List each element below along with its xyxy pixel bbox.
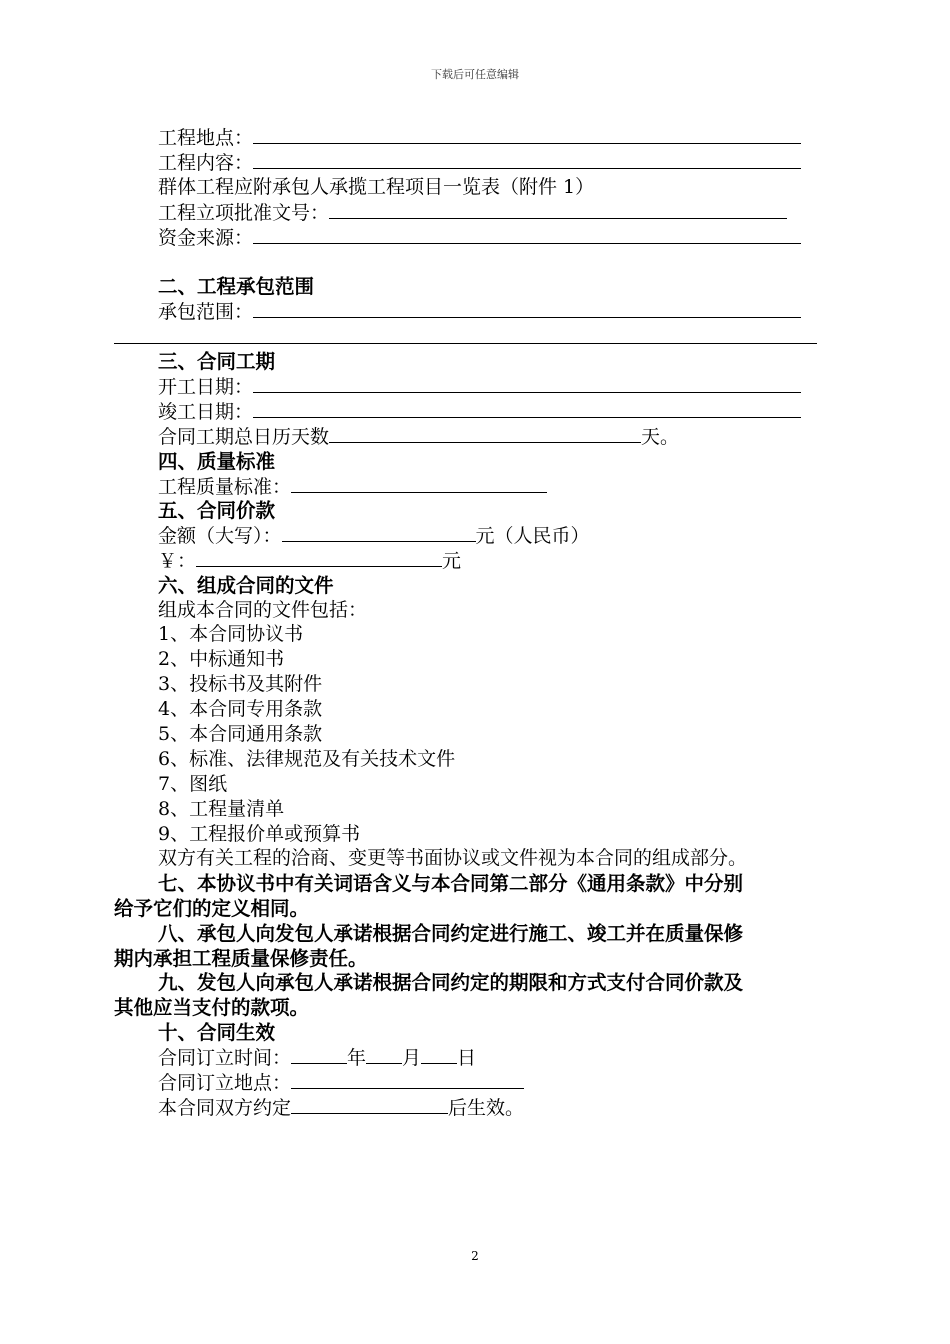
content-blank[interactable] [253, 150, 801, 169]
day-blank[interactable] [421, 1045, 457, 1064]
documents-intro: 组成本合同的文件包括： [158, 599, 368, 621]
scope-blank[interactable] [253, 299, 801, 318]
effective-label: 本合同双方约定 [158, 1097, 292, 1119]
month-blank[interactable] [366, 1045, 402, 1064]
start-date-label: 开工日期： [158, 376, 254, 398]
signing-time-label: 合同订立时间： [158, 1047, 292, 1069]
scope-line [158, 299, 801, 324]
yen-suffix: 元 [442, 550, 462, 572]
amount-suffix: 元（人民币） [475, 525, 590, 547]
yen-label: ￥： [158, 550, 197, 572]
effective-blank[interactable] [291, 1095, 448, 1114]
list-item: 4、本合同专用条款 [158, 698, 323, 720]
section9-line1: 九、发包人向承包人承诺根据合同约定的期限和方式支付合同价款及 [158, 971, 744, 994]
year-label: 年 [347, 1047, 367, 1069]
finish-date-blank[interactable] [253, 399, 801, 418]
start-date-blank[interactable] [253, 374, 801, 393]
approval-label: 工程立项批准文号： [158, 202, 330, 224]
day-label: 日 [457, 1047, 477, 1069]
funding-blank[interactable] [253, 225, 801, 244]
list-item: 9、工程报价单或预算书 [158, 823, 361, 845]
section8-line2: 期内承担工程质量保修责任。 [114, 947, 368, 970]
content-label: 工程内容： [158, 152, 254, 174]
signing-place-line [158, 1070, 524, 1095]
yen-blank[interactable] [196, 548, 442, 567]
funding-label: 资金来源： [158, 227, 254, 249]
section3-title: 三、合同工期 [158, 350, 276, 373]
duration-label: 合同工期总日历天数 [158, 426, 330, 448]
month-label: 月 [402, 1047, 422, 1069]
location-label: 工程地点： [158, 127, 254, 149]
quality-label: 工程质量标准： [158, 476, 292, 498]
section7-line1: 七、本协议书中有关词语含义与本合同第二部分《通用条款》中分别 [158, 872, 744, 895]
amount-line [158, 523, 590, 548]
section9-line2: 其他应当支付的款项。 [114, 996, 310, 1019]
duration-line [158, 424, 679, 449]
section2-title: 二、工程承包范围 [158, 275, 315, 298]
section6-title: 六、组成合同的文件 [158, 574, 334, 597]
start-date-line [158, 374, 801, 399]
content-line [158, 150, 801, 175]
year-blank[interactable] [291, 1045, 347, 1064]
location-blank[interactable] [253, 125, 801, 144]
effective-suffix: 后生效。 [448, 1097, 525, 1119]
documents-closing: 双方有关工程的洽商、变更等书面协议或文件视为本合同的组成部分。 [158, 847, 748, 869]
list-item: 6、标准、法律规范及有关技术文件 [158, 748, 456, 770]
finish-date-label: 竣工日期： [158, 401, 254, 423]
signing-time-line [158, 1045, 476, 1070]
effective-line [158, 1095, 524, 1120]
list-item: 5、本合同通用条款 [158, 723, 323, 745]
section7-line2: 给予它们的定义相同。 [114, 897, 310, 920]
page-number: 2 [471, 1249, 479, 1263]
amount-label: 金额（大写）： [158, 525, 282, 547]
scope-continuation-rule[interactable] [114, 343, 817, 344]
finish-date-line [158, 399, 801, 424]
approval-line [158, 200, 787, 225]
quality-blank[interactable] [291, 474, 547, 493]
section4-title: 四、质量标准 [158, 450, 276, 473]
quality-line [158, 474, 547, 499]
yen-line [158, 548, 461, 573]
section5-title: 五、合同价款 [158, 499, 276, 522]
duration-blank[interactable] [329, 424, 641, 443]
page-header: 下载后可任意编辑 [431, 68, 519, 81]
list-item: 7、图纸 [158, 773, 228, 795]
list-item: 1、本合同协议书 [158, 623, 304, 645]
signing-place-blank[interactable] [291, 1070, 524, 1089]
location-line [158, 125, 801, 150]
section10-title: 十、合同生效 [158, 1021, 276, 1044]
approval-blank[interactable] [329, 200, 787, 219]
signing-place-label: 合同订立地点： [158, 1072, 292, 1094]
section8-line1: 八、承包人向发包人承诺根据合同约定进行施工、竣工并在质量保修 [158, 922, 744, 945]
scope-label: 承包范围： [158, 301, 254, 323]
list-item: 8、工程量清单 [158, 798, 285, 820]
list-item: 3、投标书及其附件 [158, 673, 323, 695]
group-note: 群体工程应附承包人承揽工程项目一览表（附件 1） [158, 176, 595, 198]
funding-line [158, 225, 801, 250]
duration-suffix: 天。 [641, 426, 680, 448]
amount-blank[interactable] [282, 523, 476, 542]
list-item: 2、中标通知书 [158, 648, 285, 670]
